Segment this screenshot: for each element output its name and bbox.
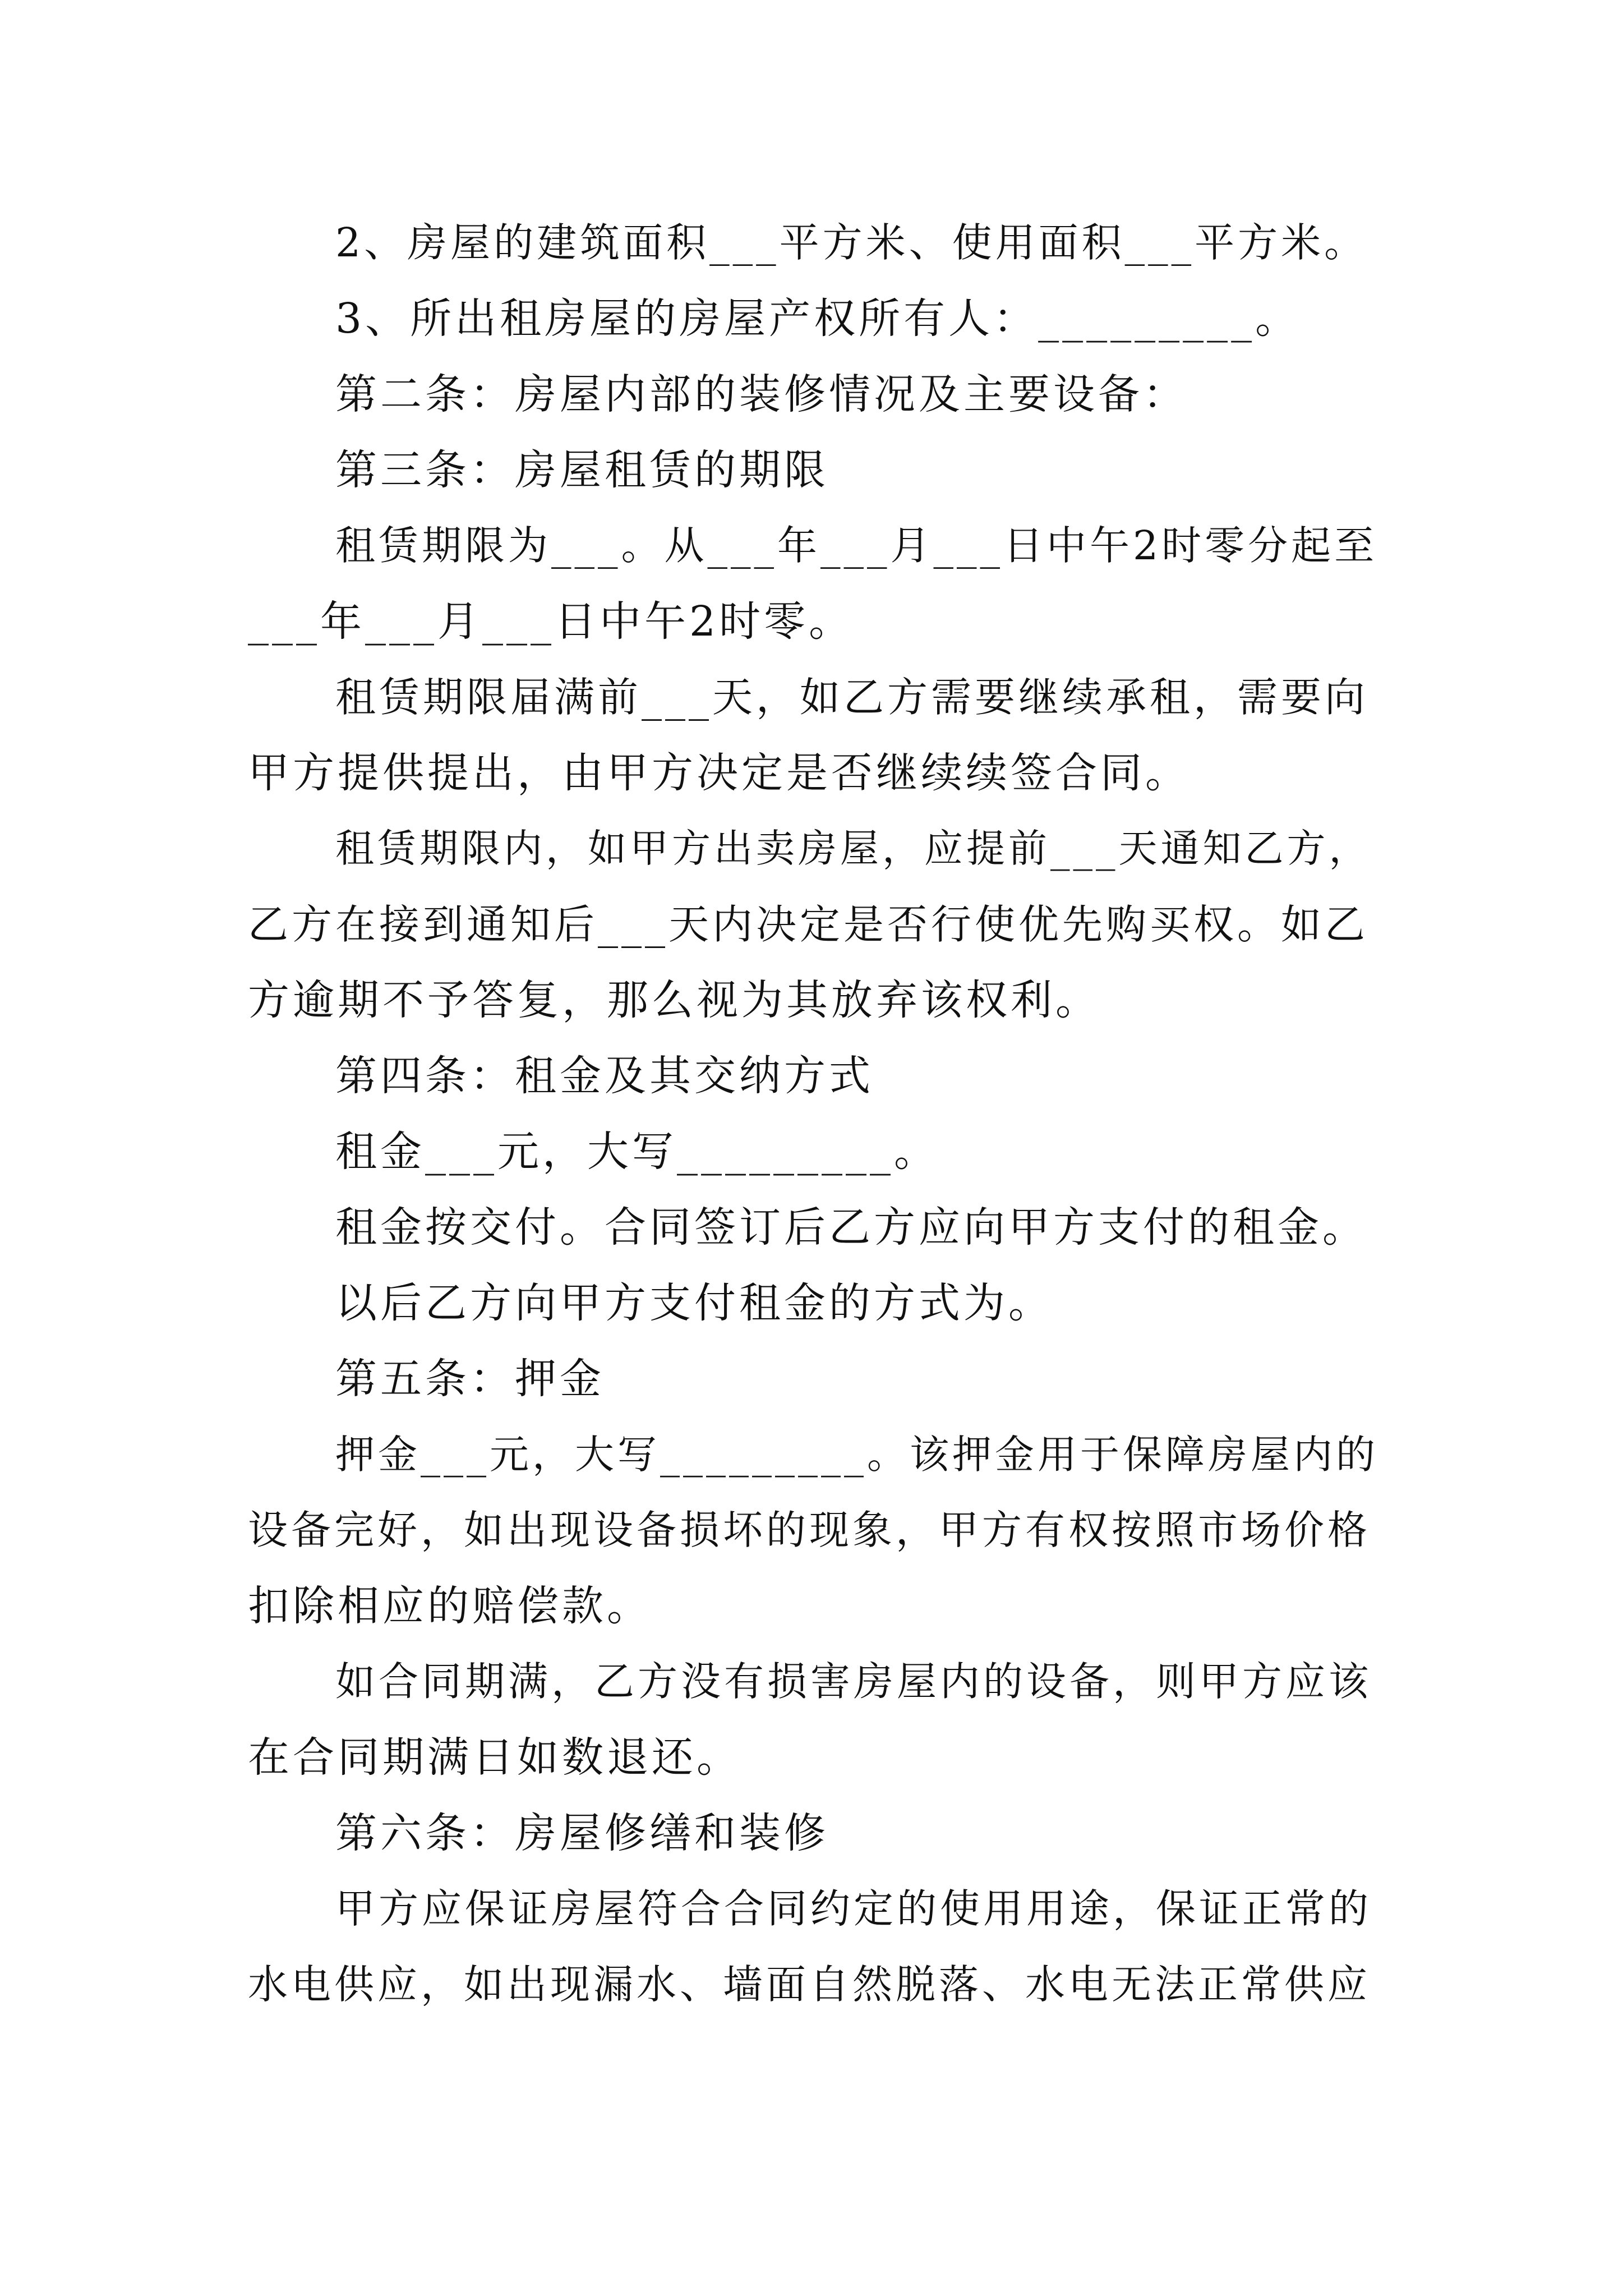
text-line: 第五条：押金 bbox=[335, 1355, 605, 1403]
text-line: 押金___元，大写_________。该押金用于保障房屋内的 bbox=[335, 1432, 1378, 1478]
text-line: 设备完好，如出现设备损坏的现象，甲方有权按照市场价格 bbox=[248, 1507, 1371, 1553]
text-line: 租赁期限届满前___天，如乙方需要继续承租，需要向 bbox=[335, 674, 1369, 721]
text-line: 扣除相应的赔偿款。 bbox=[248, 1582, 652, 1630]
text-line: 租赁期限为___。从___年___月___日中午2时零分起至 bbox=[335, 522, 1378, 569]
text-line: 3、所出租房屋的房屋产权所有人：_________。 bbox=[335, 295, 1301, 343]
text-line: 租赁期限内，如甲方出卖房屋，应提前___天通知乙方， bbox=[335, 826, 1371, 871]
text-line: 第三条：房屋租赁的期限 bbox=[335, 446, 829, 494]
text-line: 水电供应，如出现漏水、墙面自然脱落、水电无法正常供应 bbox=[248, 1961, 1371, 2008]
text-line: 第四条：租金及其交纳方式 bbox=[335, 1052, 874, 1100]
text-line: 甲方提供提出，由甲方决定是否继续续签合同。 bbox=[248, 749, 1190, 797]
text-line: 租金___元，大写_________。 bbox=[335, 1128, 939, 1176]
text-line: 第二条：房屋内部的装修情况及主要设备： bbox=[335, 370, 1188, 418]
text-line: 如合同期满，乙方没有损害房屋内的设备，则甲方应该 bbox=[335, 1658, 1372, 1705]
text-line: 第六条：房屋修缮和装修 bbox=[335, 1809, 829, 1857]
text-line: 甲方应保证房屋符合合同约定的使用用途，保证正常的 bbox=[335, 1885, 1372, 1932]
text-line: 在合同期满日如数退还。 bbox=[248, 1733, 741, 1782]
text-line: 以后乙方向甲方支付租金的方式为。 bbox=[335, 1279, 1053, 1327]
text-line: 乙方在接到通知后___天内决定是否行使优先购买权。如乙 bbox=[248, 901, 1369, 948]
text-line: ___年___月___日中午2时零。 bbox=[248, 597, 854, 646]
text-line: 方逾期不予答复，那么视为其放弃该权利。 bbox=[248, 976, 1100, 1024]
text-line: 2、房屋的建筑面积___平方米、使用面积___平方米。 bbox=[335, 219, 1368, 266]
text-line: 租金按交付。合同签订后乙方应向甲方支付的租金。 bbox=[335, 1203, 1367, 1251]
